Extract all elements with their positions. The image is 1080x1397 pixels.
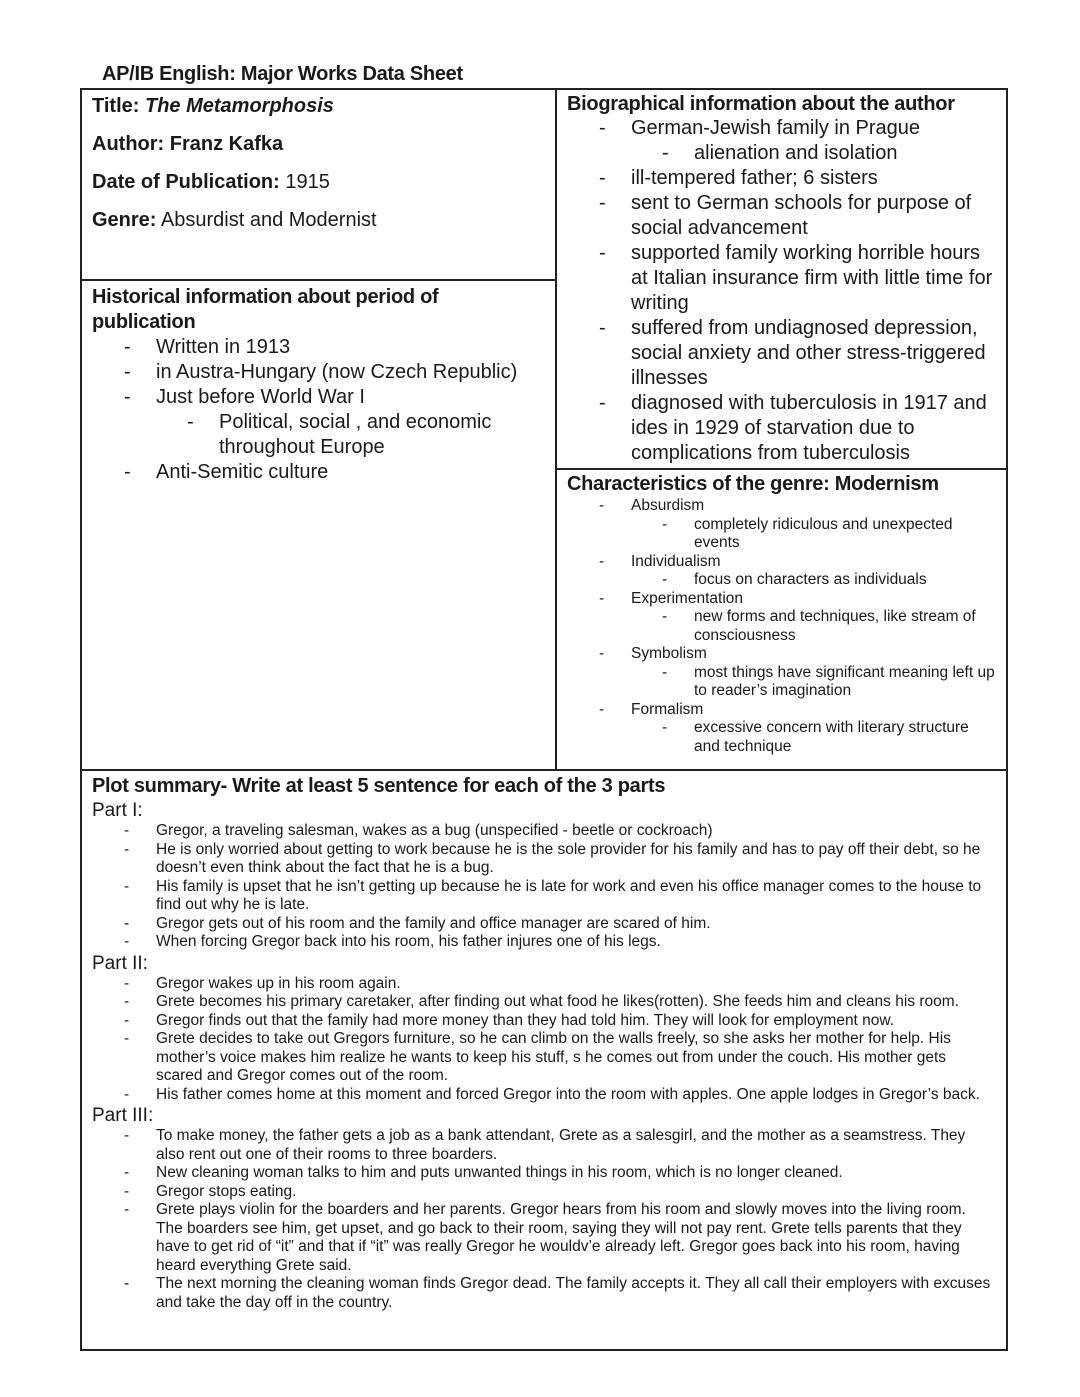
list-item-text: Just before World War I <box>156 386 365 408</box>
list-item-text: Experimentation <box>631 589 744 607</box>
list-item <box>92 975 996 994</box>
dash-bullet-icon: - <box>124 1201 130 1218</box>
genre-list <box>567 497 996 756</box>
genre-field <box>92 208 545 233</box>
dash-bullet-icon: - <box>124 914 130 932</box>
historical-cell <box>80 279 557 771</box>
dash-bullet-icon: - <box>662 142 669 164</box>
list-item <box>567 664 996 701</box>
list-item-text: excessive concern with literary structure and technique <box>694 719 969 755</box>
list-item-text: ill-tempered father; 6 sisters <box>631 167 878 189</box>
dash-bullet-icon: - <box>599 192 606 214</box>
list-item-text: The next morning the cleaning woman finds Gregor dead. The family accepts it. They all call their employers with excuses and take the day off in the country. <box>156 1275 991 1311</box>
dash-bullet-icon: - <box>124 1011 130 1029</box>
historical-heading: Historical information about period of publication <box>92 286 439 333</box>
dash-bullet-icon: - <box>599 392 606 414</box>
list-item <box>92 1164 996 1183</box>
plot-part-label: Part I: <box>92 800 143 821</box>
list-item <box>92 933 996 952</box>
list-item-text: Grete plays violin for the boarders and her parents. Gregor hears from his room and slowly moves into the living room. The boarders see him, get upset, and go back to their room, saying they will not pay rent. Grete tells parents that they have to get rid of “it” and that if “it” was really Gregor he wouldv’e already left. Gregor goes back into his room, having heard everything Grete said. <box>156 1201 966 1274</box>
dash-bullet-icon: - <box>124 877 130 895</box>
dash-bullet-icon: - <box>599 242 606 264</box>
dash-bullet-icon: - <box>124 822 130 839</box>
list-item <box>567 241 996 316</box>
dash-bullet-icon: - <box>124 336 131 358</box>
list-item <box>92 1030 996 1086</box>
list-item <box>92 822 996 841</box>
dash-bullet-icon: - <box>124 974 130 992</box>
list-item-text: Gregor gets out of his room and the family and office manager are scared of him. <box>156 914 711 932</box>
list-item <box>92 1086 996 1105</box>
plot-cell <box>80 769 1008 1351</box>
dash-bullet-icon: - <box>124 361 131 383</box>
genre-value: Absurdist and Modernist <box>160 209 377 231</box>
dash-bullet-icon: - <box>124 840 130 858</box>
dash-bullet-icon: - <box>124 933 130 950</box>
dash-bullet-icon: - <box>599 117 606 139</box>
dash-bullet-icon: - <box>599 645 605 662</box>
list-item <box>567 719 996 756</box>
dash-bullet-icon: - <box>187 411 194 433</box>
list-item-text: most things have significant meaning left up to reader’s imagination <box>694 663 995 699</box>
list-item-text: German-Jewish family in Prague <box>631 117 920 139</box>
dash-bullet-icon: - <box>124 1182 130 1200</box>
dash-bullet-icon: - <box>599 700 605 718</box>
genre-heading: Characteristics of the genre: Modernism <box>567 473 939 495</box>
dash-bullet-icon: - <box>662 663 668 681</box>
list-item <box>92 410 545 460</box>
list-item-text: in Austra-Hungary (now Czech Republic) <box>156 361 518 383</box>
list-item <box>567 116 996 141</box>
list-item <box>92 460 545 485</box>
list-item <box>567 316 996 391</box>
list-item-text: He is only worried about getting to work because he is the sole provider for his family and has to pay off their debt, so he doesn’t even think about the fact that he is a bug. <box>156 840 981 876</box>
genre-label: Genre: <box>92 209 157 231</box>
sheet-title: AP/IB English: Major Works Data Sheet <box>102 63 463 85</box>
plot-part-label: Part II: <box>92 952 148 974</box>
historical-list <box>92 335 545 485</box>
list-item-text: His family is upset that he isn’t getting up because he is late for work and even his office manager comes to the house to find out why he is late. <box>156 877 982 913</box>
date-label: Date of Publication: <box>92 171 280 193</box>
title-field <box>92 94 545 119</box>
list-item-text: Gregor stops eating. <box>156 1182 297 1200</box>
list-item <box>567 166 996 191</box>
list-item <box>92 915 996 934</box>
dash-bullet-icon: - <box>124 1127 130 1144</box>
author-label: Author: Franz Kafka <box>92 133 284 155</box>
list-item-text: Gregor, a traveling salesman, wakes as a bug (unspecified - beetle or cockroach) <box>156 822 713 839</box>
list-item <box>567 608 996 645</box>
list-item <box>92 1183 996 1202</box>
dash-bullet-icon: - <box>124 1275 130 1292</box>
list-item-text: New cleaning woman talks to him and puts unwanted things in his room, which is no longer cleaned. <box>156 1164 843 1181</box>
list-item-text: Individualism <box>631 552 721 570</box>
dash-bullet-icon: - <box>662 719 668 736</box>
list-item-text: Symbolism <box>631 645 707 662</box>
dash-bullet-icon: - <box>124 386 131 408</box>
list-item <box>92 993 996 1012</box>
dash-bullet-icon: - <box>124 993 130 1010</box>
dash-bullet-icon: - <box>662 571 668 588</box>
list-item-text: focus on characters as individuals <box>694 571 927 588</box>
dash-bullet-icon: - <box>662 515 668 533</box>
list-item <box>567 191 996 241</box>
list-item-text: alienation and isolation <box>694 142 898 164</box>
list-item <box>567 701 996 720</box>
list-item-text: Grete decides to take out Gregors furniture, so he can climb on the walls freely, so she asks her mother for help. His mother’s voice makes him realize he wants to keep his stuff, s he comes out from under the couch. His mother gets scared and Gregor comes out of the room. <box>156 1030 951 1084</box>
plot-parts <box>92 799 996 1312</box>
plot-part-list <box>92 1127 996 1312</box>
list-item-text: Anti-Semitic culture <box>156 461 329 483</box>
dash-bullet-icon: - <box>124 1164 130 1181</box>
plot-part-list <box>92 975 996 1105</box>
list-item <box>567 645 996 664</box>
list-item <box>92 1275 996 1312</box>
date-field <box>92 170 545 195</box>
list-item <box>567 516 996 553</box>
dash-bullet-icon: - <box>599 589 605 607</box>
list-item-text: When forcing Gregor back into his room, his father injures one of his legs. <box>156 933 661 950</box>
list-item <box>92 1012 996 1031</box>
list-item <box>92 1127 996 1164</box>
dash-bullet-icon: - <box>124 1085 130 1103</box>
list-item-text: To make money, the father gets a job as a bank attendant, Grete as a salesgirl, and the mother as a seamstress. They also rent out one of their rooms to three boarders. <box>156 1127 966 1163</box>
biographical-list <box>567 116 996 466</box>
list-item-text: His father comes home at this moment and forced Gregor into the room with apples. One apple lodges in Gregor’s back. <box>156 1085 980 1103</box>
list-item-text: Gregor wakes up in his room again. <box>156 974 401 992</box>
list-item <box>92 360 545 385</box>
date-value: 1915 <box>285 171 330 193</box>
list-item-text: sent to German schools for purpose of social advancement <box>631 192 972 239</box>
dash-bullet-icon: - <box>599 552 605 570</box>
list-item <box>92 1201 996 1275</box>
list-item-text: completely ridiculous and unexpected events <box>694 515 953 551</box>
dash-bullet-icon: - <box>599 167 606 189</box>
list-item <box>92 335 545 360</box>
list-item-text: diagnosed with tuberculosis in 1917 and ides in 1929 of starvation due to complications from tuberculosis <box>631 392 987 464</box>
plot-heading: Plot summary- Write at least 5 sentence for each of the 3 parts <box>92 775 666 797</box>
list-item <box>92 878 996 915</box>
dash-bullet-icon: - <box>599 497 605 514</box>
title-value: The Metamorphosis <box>144 95 334 117</box>
work-info-cell <box>80 88 557 281</box>
list-item <box>567 391 996 466</box>
list-item-text: Absurdism <box>631 497 705 514</box>
list-item <box>567 141 996 166</box>
list-item <box>92 841 996 878</box>
list-item-text: new forms and techniques, like stream of consciousness <box>694 608 976 644</box>
list-item-text: Gregor finds out that the family had more money than they had told him. They will look for employment now. <box>156 1011 895 1029</box>
biographical-heading: Biographical information about the author <box>567 93 955 115</box>
list-item-text: Political, social , and economic throughout Europe <box>219 411 492 458</box>
list-item-text: Formalism <box>631 700 704 718</box>
list-item <box>567 590 996 609</box>
list-item <box>92 385 545 410</box>
list-item-text: suffered from undiagnosed depression, social anxiety and other stress-triggered illnesses <box>631 317 986 389</box>
dash-bullet-icon: - <box>124 461 131 483</box>
author-field <box>92 132 545 157</box>
list-item <box>567 497 996 516</box>
list-item <box>567 571 996 590</box>
genre-cell <box>555 468 1008 771</box>
list-item-text: Grete becomes his primary caretaker, after finding out what food he likes(rotten). She feeds him and cleans his room. <box>156 993 959 1010</box>
biographical-cell <box>555 88 1008 470</box>
list-item-text: Written in 1913 <box>156 336 291 358</box>
title-label: Title: <box>92 95 140 117</box>
list-item <box>567 553 996 572</box>
dash-bullet-icon: - <box>124 1030 130 1047</box>
list-item-text: supported family working horrible hours at Italian insurance firm with little time for writing <box>631 242 993 314</box>
dash-bullet-icon: - <box>662 608 668 625</box>
plot-part-label: Part III: <box>92 1105 154 1126</box>
plot-part-list <box>92 822 996 952</box>
dash-bullet-icon: - <box>599 317 606 339</box>
